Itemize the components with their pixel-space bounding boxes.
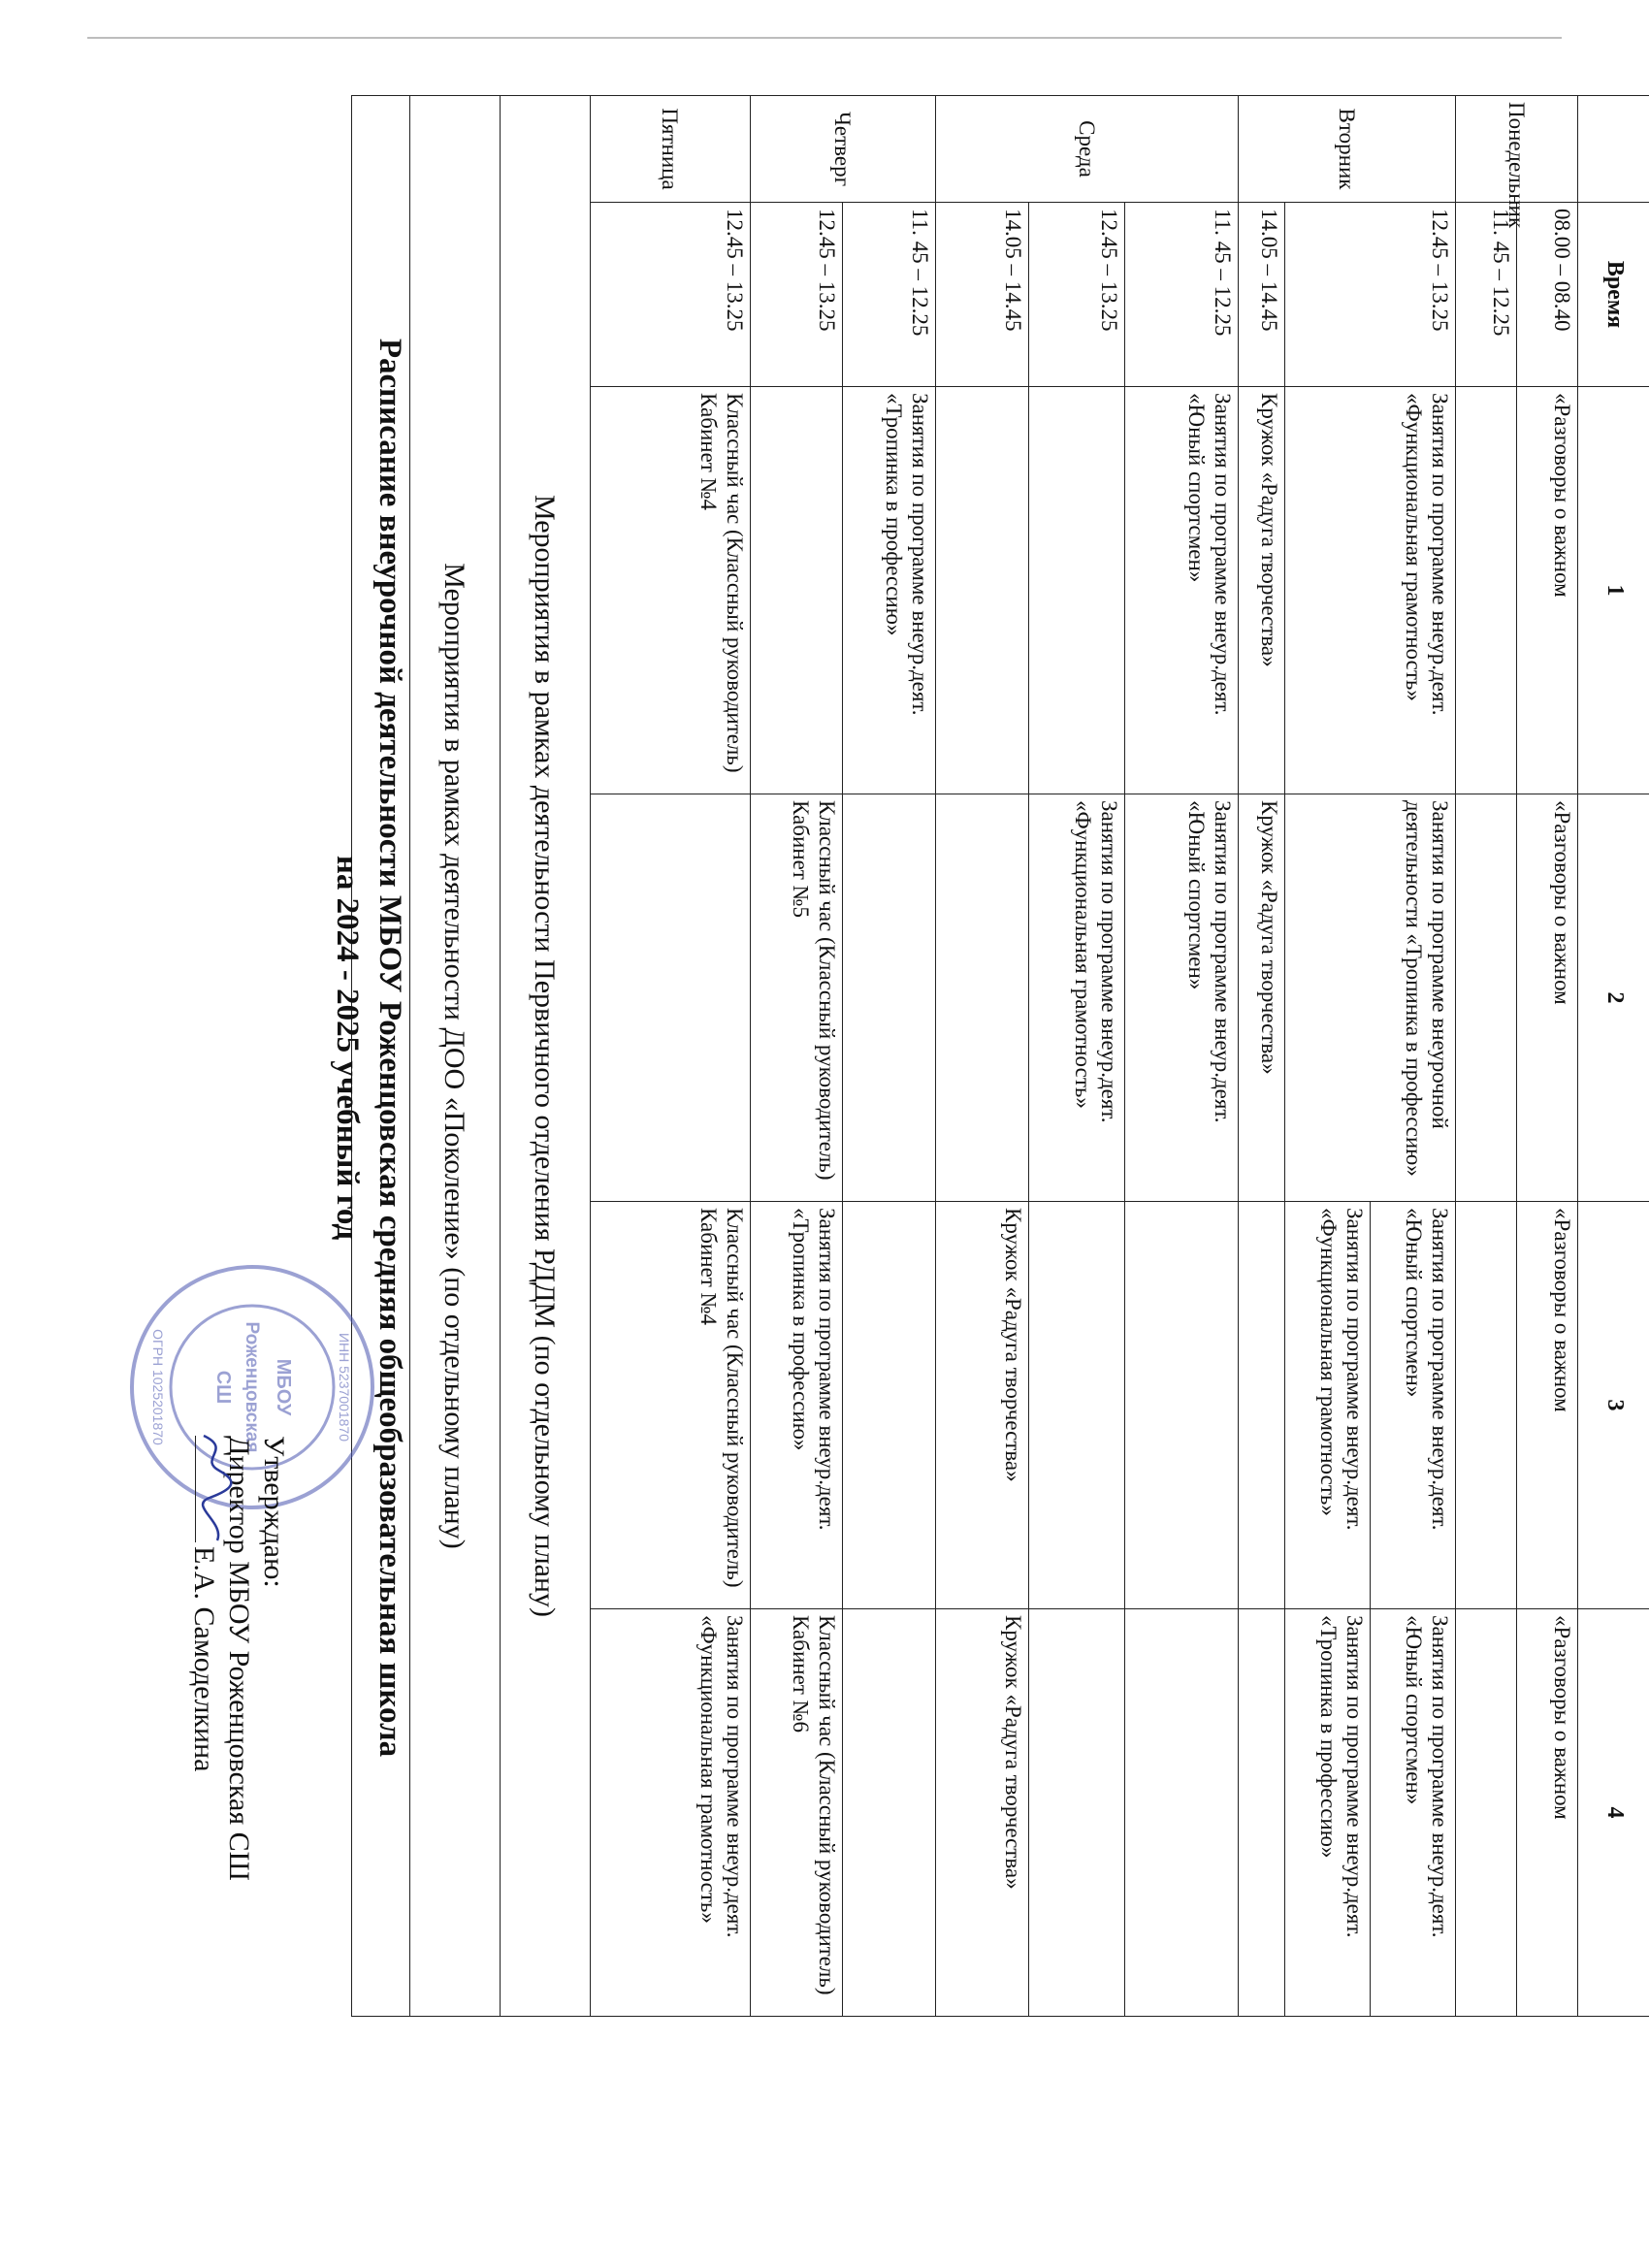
cell [1456,1202,1517,1609]
table-row [1029,96,1125,2017]
day-tuesday: Вторник [1238,96,1456,203]
event-row [410,96,501,2017]
cell: Занятия по программе внеур.деят. «Функциональная грамотность» [1284,387,1456,794]
cell: Занятия по программе внеур.деят. «Юный спортсмен» [1124,794,1238,1202]
header-row [1578,96,1649,2017]
cell [750,387,843,794]
day-thursday: Четверг [750,96,936,203]
cell: Занятия по программе внеур.деят. «Функциональная грамотность» [1284,1202,1370,1609]
header-time: Время [1578,203,1649,387]
stamp-center-2: Роженцовская [242,1321,262,1453]
time-cell: 11. 45 – 12.25 [1124,203,1238,387]
rotated-page [68,0,1649,2268]
approval-block [186,1436,291,2057]
table-row [1370,96,1455,2017]
event-doo: Мероприятия в рамках деятельности ДОО «Поколение» (по отдельному плану) [410,96,501,2017]
table-row [843,96,936,2017]
table-row [1238,96,1284,2017]
cell: Занятия по программе внеур.деят. «Юный спортсмен» [1124,387,1238,794]
table-row [590,96,750,2017]
page-title: Расписание внеурочной деятельности МБОУ Роженцовская средняя общеобразовательная школа [372,338,407,1758]
time-cell: 14.05 – 14.45 [936,203,1029,387]
cell: Занятия по программе внеурочной деятельности «Тропинка в профессию» [1284,794,1456,1202]
approval-position: Директор МБОУ Роженцовская СШ [223,1436,255,1881]
time-cell: 12.45 – 13.25 [1029,203,1125,387]
stamp-ring-top: ИНН 5237001870 [337,1332,352,1442]
cell: Кружок «Радуга творчества» [936,1202,1029,1609]
stamp-ring-bottom: ОГРН 1025201870 [150,1329,166,1445]
table-row [750,96,843,2017]
approval-label: Утверждаю: [258,1436,290,1588]
header-group-2: 2 [1578,794,1649,1202]
time-cell: 14.05 – 14.45 [1238,203,1284,387]
cell [936,794,1029,1202]
cell [590,794,750,1202]
time-cell: 08.00 – 08.40 [1517,203,1578,387]
time-cell: 12.45 – 13.25 [750,203,843,387]
approval-name: Е.А. Самоделкина [188,1546,220,1772]
cell: Классный час (Классный руководитель) Кабинет №6 [750,1609,843,2017]
cell: Занятия по программе внеур.деят. «Тропинка в профессию» [750,1202,843,1609]
cell: Занятия по программе внеур.деят. «Тропинка в профессию» [1284,1609,1370,2017]
cell [1456,387,1517,794]
cell [1456,1609,1517,2017]
cell [936,387,1029,794]
table-row [1124,96,1238,2017]
cell [1124,1202,1238,1609]
cell: «Разговоры о важном [1517,794,1578,1202]
table-row [936,96,1029,2017]
cell: Занятия по программе внеур.деят. «Тропинка в профессию» [843,387,936,794]
time-cell: 12.45 – 13.25 [1284,203,1456,387]
header-group-4: 4 [1578,1609,1649,2017]
cell [1124,1609,1238,2017]
cell: Занятия по программе внеур.деят. «Функциональная грамотность» [1029,794,1125,1202]
cell: Занятия по программе внеур.деят. «Юный спортсмен» [1370,1202,1455,1609]
cell: Занятия по программе внеур.деят. «Функциональная грамотность» [590,1609,750,2017]
cell: Классный час (Классный руководитель) Кабинет №4 [590,387,750,794]
cell [843,1609,936,2017]
header-group-1: 1 [1578,387,1649,794]
cell: «Разговоры о важном [1517,1202,1578,1609]
cell [1029,1609,1125,2017]
cell [843,1202,936,1609]
table-row [1517,96,1578,2017]
header-day [1578,96,1649,203]
day-monday: Понедельник [1456,96,1578,203]
cell: Кружок «Радуга творчества» [1238,387,1284,794]
cell [1029,387,1125,794]
signature-icon [195,1436,217,1542]
cell: Занятия по программе внеур.деят. «Юный спортсмен» [1370,1609,1455,2017]
stamp-center-1: МБОУ [273,1358,294,1416]
cell: «Разговоры о важном [1517,387,1578,794]
schedule-table [351,95,1649,2017]
cell: «Разговоры о важном [1517,1609,1578,2017]
header-group-3: 3 [1578,1202,1649,1609]
cell [1238,1609,1284,2017]
cell [1029,1202,1125,1609]
cell [1238,1202,1284,1609]
time-cell: 11. 45 – 12.25 [843,203,936,387]
approval-signature-line [186,1436,221,2057]
time-cell: 12.45 – 13.25 [590,203,750,387]
cell: Классный час (Классный руководитель) Кабинет №5 [750,794,843,1202]
event-rddm: Мероприятия в рамках деятельности Первичного отделения РДДМ (по отдельному плану) [500,96,590,2017]
cell: Кружок «Радуга творчества» [1238,794,1284,1202]
day-friday: Пятница [590,96,750,203]
event-row [500,96,590,2017]
table-row [1456,96,1517,2017]
day-wednesday: Среда [936,96,1239,203]
time-cell: 11. 45 – 12.25 [1456,203,1517,387]
cell [843,794,936,1202]
page-subtitle: на 2024 - 2025 учебный год [330,855,365,1241]
cell [1456,794,1517,1202]
cell: Классный час (Классный руководитель) Кабинет №4 [590,1202,750,1609]
cell: Кружок «Радуга творчества» [936,1609,1029,2017]
stamp-center-3: СШ [212,1370,234,1405]
